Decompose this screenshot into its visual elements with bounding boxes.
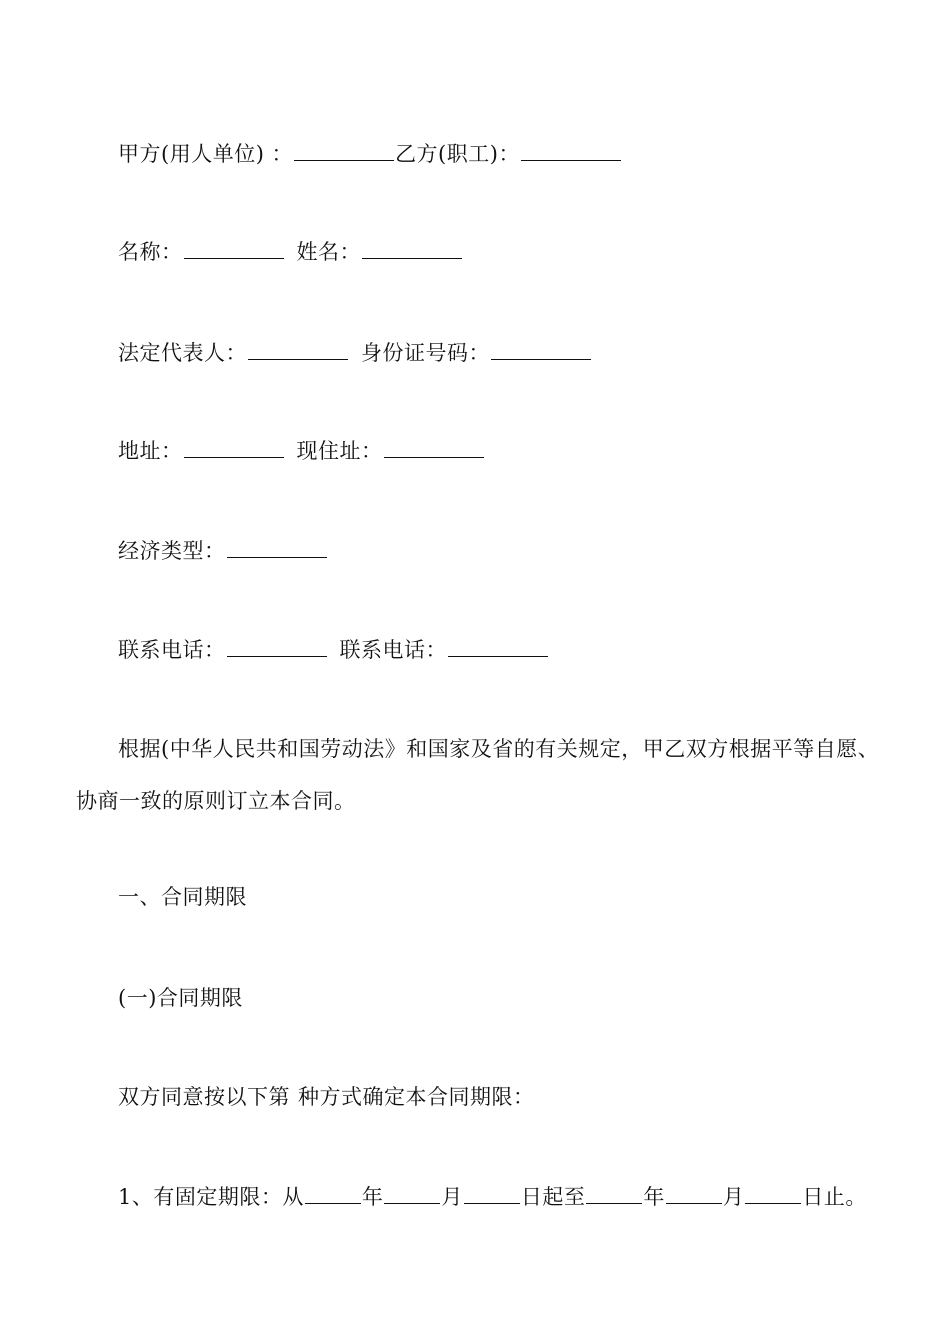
phone-a-blank[interactable] (227, 636, 327, 657)
year2-label: 年 (643, 1185, 665, 1209)
fixed-term-prefix: 1、有固定期限：从 (118, 1185, 304, 1209)
start-day-blank[interactable] (464, 1183, 520, 1204)
day-end-label: 日止。 (802, 1185, 867, 1209)
economic-type-blank[interactable] (227, 537, 327, 558)
company-name-blank[interactable] (184, 238, 284, 259)
party-line (118, 140, 622, 167)
address-blank[interactable] (184, 437, 284, 458)
agree-text-a: 双方同意按以下第 (118, 1085, 290, 1109)
address-line (118, 437, 485, 464)
preamble-paragraph: 根据(中华人民共和国劳动法》和国家及省的有关规定，甲乙双方根据平等自愿、协商一致的原则订立本合同。 (76, 737, 880, 813)
phone-b-blank[interactable] (448, 636, 548, 657)
party-b-blank[interactable] (521, 140, 621, 161)
economy-line (118, 537, 328, 564)
day-start-label: 日起至 (520, 1185, 586, 1209)
month-label: 月 (441, 1185, 463, 1209)
party-a-blank[interactable] (294, 140, 394, 161)
agree-line (118, 1084, 535, 1110)
phone-b-label: 联系电话： (339, 638, 447, 662)
end-year-blank[interactable] (586, 1183, 642, 1204)
end-day-blank[interactable] (745, 1183, 801, 1204)
agree-text-b: 种方式确定本合同期限： (298, 1085, 535, 1109)
name-line (118, 238, 463, 265)
rep-line (118, 339, 592, 366)
company-name-label: 名称： (118, 240, 183, 264)
employee-name-label: 姓名： (296, 240, 361, 264)
section-1-title: 一、合同期限 (118, 885, 247, 909)
month2-label: 月 (722, 1185, 745, 1209)
id-number-label: 身份证号码： (361, 341, 490, 365)
phone-line (118, 636, 549, 663)
end-month-blank[interactable] (666, 1183, 722, 1204)
id-number-blank[interactable] (491, 339, 591, 360)
party-a-label: 甲方(用人单位) ： (118, 142, 294, 166)
party-b-label: 乙方(职工)： (395, 142, 520, 166)
current-address-blank[interactable] (384, 437, 484, 458)
year-label: 年 (361, 1185, 384, 1209)
address-label: 地址： (118, 439, 183, 463)
start-month-blank[interactable] (384, 1183, 440, 1204)
economic-type-label: 经济类型： (118, 539, 226, 563)
legal-rep-blank[interactable] (248, 339, 348, 360)
fixed-term-line (118, 1183, 867, 1210)
start-year-blank[interactable] (305, 1183, 361, 1204)
subsection-1-title: (一)合同期限 (118, 986, 243, 1010)
current-address-label: 现住址： (296, 439, 383, 463)
phone-a-label: 联系电话： (118, 638, 226, 662)
legal-rep-label: 法定代表人： (118, 341, 247, 365)
employee-name-blank[interactable] (362, 238, 462, 259)
